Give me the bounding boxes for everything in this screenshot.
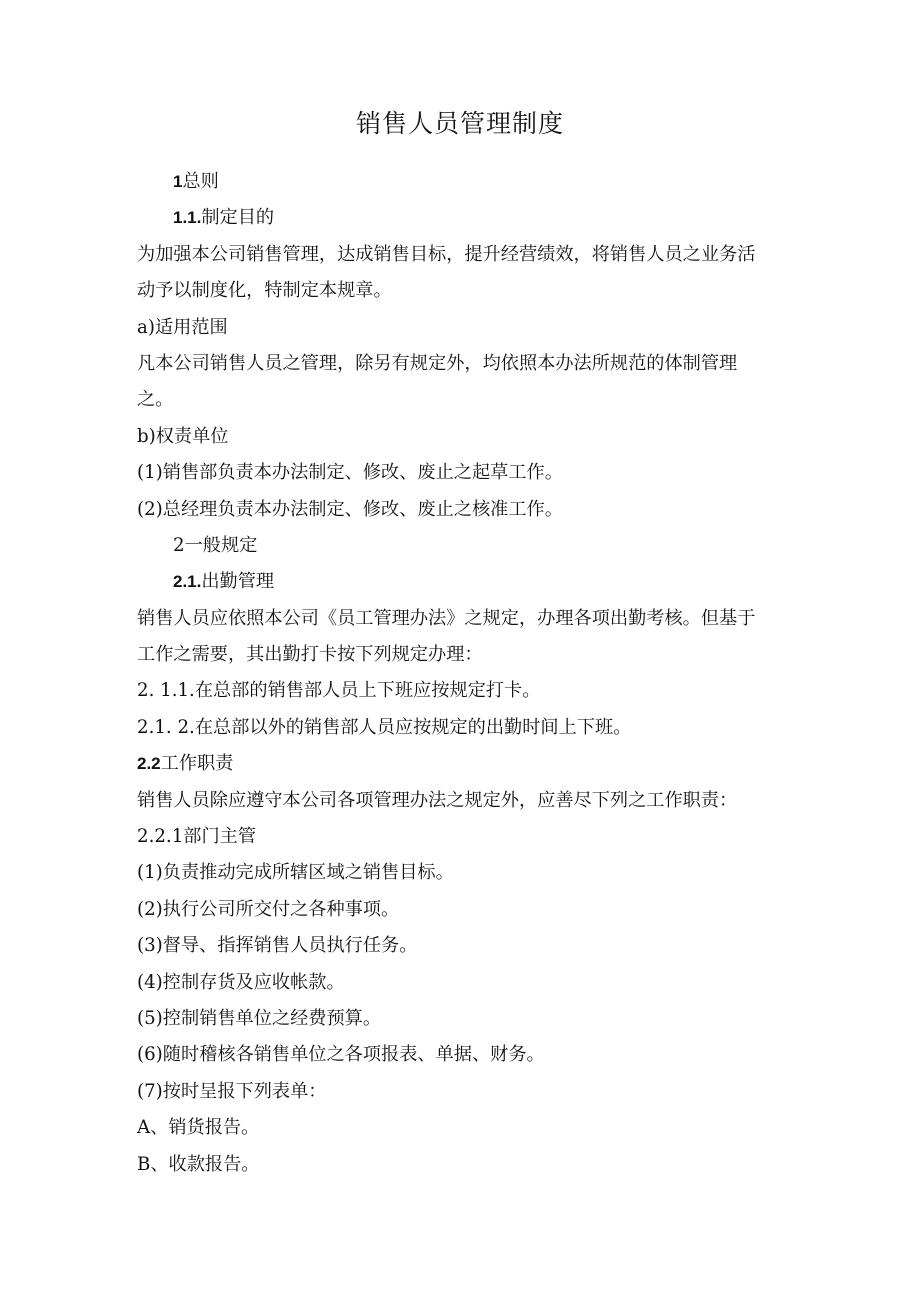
document-line <box>137 492 777 528</box>
line-text: 2.2.1部门主管 <box>137 826 257 848</box>
document-line <box>137 200 777 236</box>
line-text: a)适用范围 <box>137 316 228 338</box>
document-line <box>137 528 777 564</box>
document-line <box>137 164 777 200</box>
document-line <box>137 346 777 382</box>
document-line <box>137 855 777 891</box>
line-text: 工作之需要，其出勤打卡按下列规定办理： <box>137 644 483 666</box>
line-text: 工作职责 <box>160 753 234 775</box>
line-text: 制定目的 <box>201 207 275 229</box>
document-line <box>137 455 777 491</box>
line-text: 销售人员应依照本公司《员工管理办法》之规定，办理各项出勤考核。但基于 <box>137 607 756 629</box>
line-text: 动予以制度化，特制定本规章。 <box>137 280 392 302</box>
line-text: 2一般规定 <box>173 534 258 556</box>
document-body <box>137 164 777 1183</box>
document-line <box>137 273 777 309</box>
document-line <box>137 237 777 273</box>
line-text: 销售人员除应遵守本公司各项管理办法之规定外，应善尽下列之工作职责： <box>137 789 738 811</box>
line-text: 2. 1.1.在总部的销售部人员上下班应按规定打卡。 <box>137 680 541 702</box>
document-line <box>137 746 777 782</box>
section-number: 2.1. <box>173 572 202 592</box>
document-line <box>137 310 777 346</box>
document-line <box>137 710 777 746</box>
document-line <box>137 419 777 455</box>
document-line <box>137 928 777 964</box>
document-line <box>137 1074 777 1110</box>
line-text: 为加强本公司销售管理，达成销售目标，提升经营绩效，将销售人员之业务活 <box>137 243 756 265</box>
document-line <box>137 965 777 1001</box>
document-line <box>137 564 777 600</box>
document-line <box>137 1001 777 1037</box>
section-number: 1.1. <box>173 208 202 228</box>
line-text: (2)执行公司所交付之各种事项。 <box>137 898 400 920</box>
document-line <box>137 1037 777 1073</box>
document-line <box>137 1147 777 1183</box>
document-title: 销售人员管理制度 <box>355 109 564 138</box>
line-text: (3)督导、指挥销售人员执行任务。 <box>137 935 418 957</box>
line-text: 总则 <box>182 171 219 192</box>
line-text: 2.1. 2.在总部以外的销售部人员应按规定的出勤时间上下班。 <box>137 716 632 738</box>
line-text: (5)控制销售单位之经费预算。 <box>137 1007 382 1029</box>
line-text: (6)随时稽核各销售单位之各项报表、单据、财务。 <box>137 1044 545 1066</box>
document-line <box>137 892 777 928</box>
line-text: 之。 <box>137 389 174 411</box>
line-text: A、销货报告。 <box>137 1117 260 1139</box>
line-text: (2)总经理负责本办法制定、修改、废止之核准工作。 <box>137 498 563 520</box>
document-line <box>137 673 777 709</box>
line-text: (4)控制存货及应收帐款。 <box>137 971 345 993</box>
document-line <box>137 382 777 418</box>
document-line <box>137 1110 777 1146</box>
line-text: 出勤管理 <box>201 571 275 593</box>
section-number: 1 <box>173 172 183 191</box>
line-text: b)权责单位 <box>137 425 229 447</box>
section-number: 2.2 <box>137 754 161 774</box>
line-text: (7)按时呈报下列表单： <box>137 1080 327 1102</box>
line-text: B、收款报告。 <box>137 1153 260 1175</box>
document-line <box>137 783 777 819</box>
line-text: (1)销售部负责本办法制定、修改、废止之起草工作。 <box>137 462 563 484</box>
document-line <box>137 601 777 637</box>
line-text: (1)负责推动完成所辖区域之销售目标。 <box>137 862 454 884</box>
document-line <box>137 637 777 673</box>
line-text: 凡本公司销售人员之管理，除另有规定外，均依照本办法所规范的体制管理 <box>137 352 738 374</box>
document-line <box>137 819 777 855</box>
